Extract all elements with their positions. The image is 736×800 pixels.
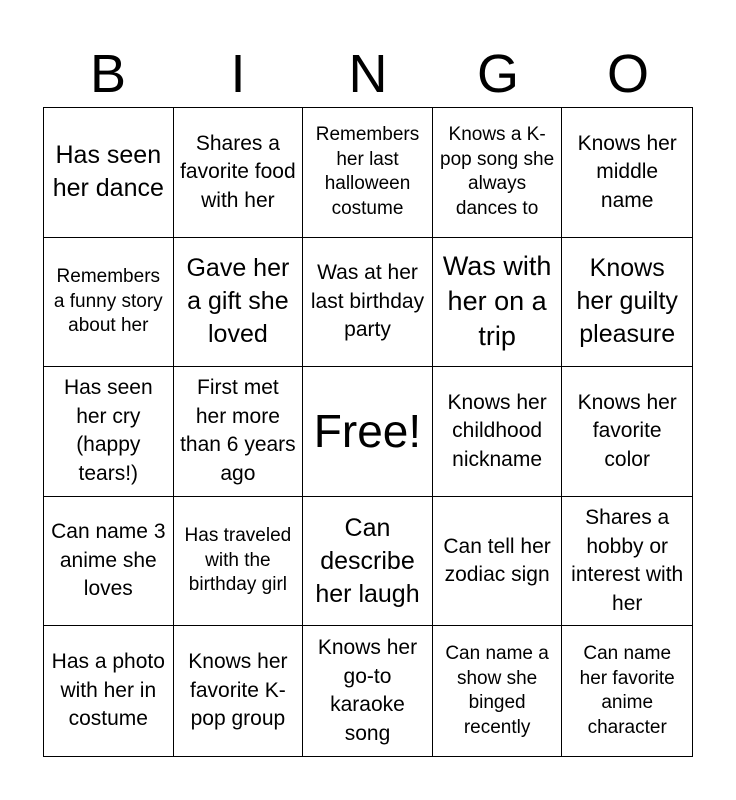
cell-text: First met her more than 6 years ago: [180, 376, 296, 485]
bingo-cell[interactable]: [174, 626, 304, 756]
cell-text: Has traveled with the birthday girl: [184, 525, 292, 596]
bingo-cell[interactable]: [562, 626, 692, 756]
bingo-cell[interactable]: [303, 108, 433, 238]
bingo-cell[interactable]: [44, 626, 174, 756]
cell-text: Remembers a funny story about her: [53, 266, 163, 337]
bingo-cell[interactable]: [44, 238, 174, 368]
free-space-text: Free!: [313, 405, 422, 458]
bingo-cell[interactable]: [174, 238, 304, 368]
bingo-cell[interactable]: [433, 108, 563, 238]
free-space-cell[interactable]: [303, 367, 433, 497]
cell-text: Knows her childhood nickname: [447, 390, 547, 471]
cell-text: Knows her favorite color: [577, 390, 677, 471]
bingo-cell[interactable]: [433, 497, 563, 627]
cell-text: Knows her go-to karaoke song: [317, 636, 418, 745]
cell-text: Has a photo with her in costume: [51, 650, 165, 731]
cell-text: Has seen her cry (happy tears!): [63, 376, 153, 485]
cell-text: Knows her guilty pleasure: [576, 254, 678, 349]
cell-text: Was with her on a trip: [442, 251, 552, 352]
bingo-cell[interactable]: [562, 497, 692, 627]
cell-text: Knows her favorite K-pop group: [188, 650, 288, 731]
bingo-header: [43, 40, 693, 108]
header-letter-i: I: [230, 44, 246, 104]
bingo-cell[interactable]: [433, 238, 563, 368]
bingo-cell[interactable]: [433, 626, 563, 756]
cell-text: Shares a favorite food with her: [180, 131, 296, 212]
bingo-cell[interactable]: [44, 367, 174, 497]
header-letter-o: O: [606, 44, 649, 104]
cell-text: Can describe her laugh: [315, 513, 420, 608]
cell-text: Was at her last birthday party: [310, 261, 425, 342]
header-letter-n: N: [348, 44, 388, 104]
cell-text: Gave her a gift she loved: [186, 254, 290, 349]
bingo-cell[interactable]: [174, 497, 304, 627]
bingo-cell[interactable]: [433, 367, 563, 497]
cell-text: Can name her favorite anime character: [579, 643, 675, 738]
cell-text: Can name 3 anime she loves: [51, 520, 166, 601]
bingo-cell[interactable]: [44, 108, 174, 238]
cell-text: Remembers her last halloween costume: [315, 124, 420, 219]
cell-text: Can name a show she binged recently: [445, 643, 549, 738]
bingo-cell[interactable]: [174, 367, 304, 497]
header-letter-b: B: [89, 44, 127, 104]
cell-text: Knows her middle name: [577, 131, 677, 212]
bingo-card-grid: [43, 107, 693, 757]
cell-text: Knows a K-pop song she always dances to: [440, 124, 555, 219]
bingo-cell[interactable]: [303, 497, 433, 627]
header-letter-g: G: [476, 44, 519, 104]
cell-text: Shares a hobby or interest with her: [571, 506, 684, 615]
bingo-cell[interactable]: [303, 238, 433, 368]
bingo-cell[interactable]: [44, 497, 174, 627]
bingo-cell[interactable]: [562, 108, 692, 238]
bingo-cell[interactable]: [303, 626, 433, 756]
bingo-cell[interactable]: [174, 108, 304, 238]
cell-text: Has seen her dance: [52, 141, 164, 203]
bingo-cell[interactable]: [562, 367, 692, 497]
bingo-cell[interactable]: [562, 238, 692, 368]
cell-text: Can tell her zodiac sign: [443, 534, 551, 587]
